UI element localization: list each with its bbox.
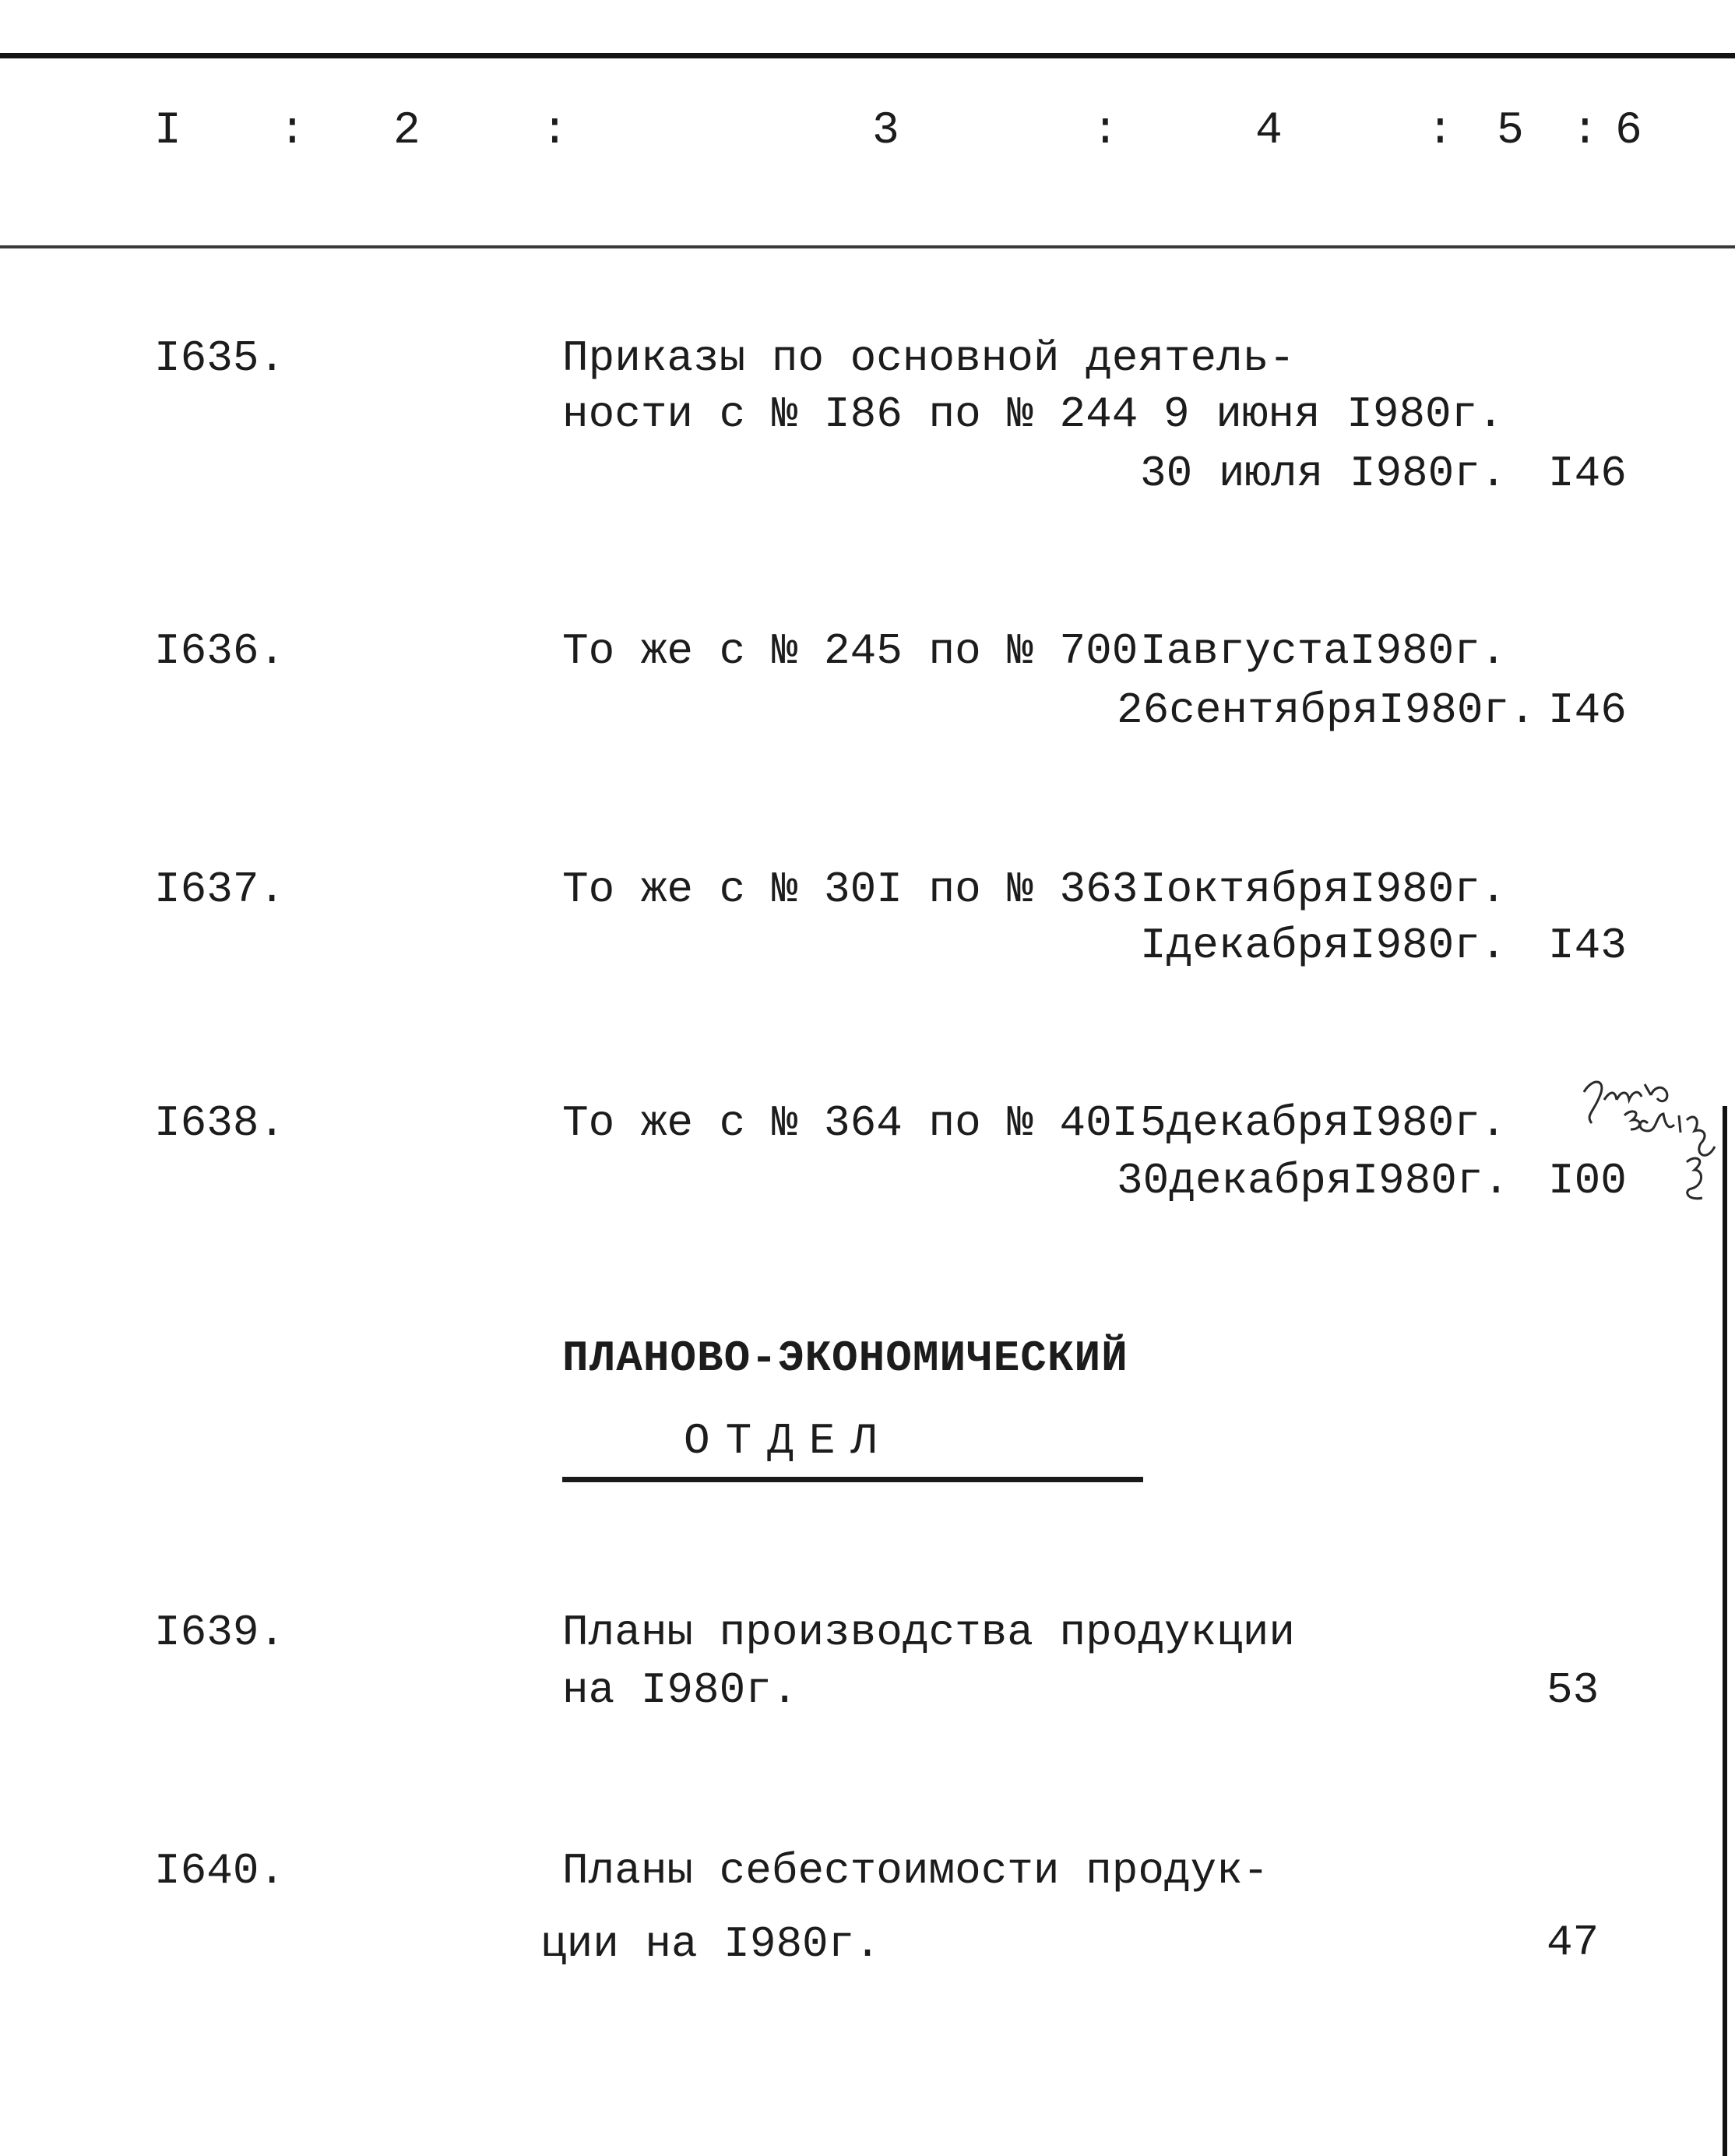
entry-title-line: Планы производства продукции (562, 1608, 1295, 1658)
entry-number: I640. (154, 1846, 286, 1896)
column-separator: : (279, 106, 306, 157)
section-subtitle: ОТДЕЛ (684, 1416, 893, 1466)
entry-number: I638. (154, 1098, 286, 1148)
column-separator: : (1571, 106, 1599, 157)
entry-number: I635. (154, 333, 286, 383)
column-separator: : (1427, 106, 1454, 157)
entry-title-line: То же с № 30I по № 363 (562, 865, 1138, 914)
entry-page-count: 47 (1547, 1918, 1600, 1968)
entry-date-start: IоктябряI980г. (1140, 865, 1507, 914)
entry-date-end: 30 июля I980г. (1140, 449, 1507, 498)
entry-title-line: ности с № I86 по № 244 (562, 389, 1138, 439)
entry-number: I637. (154, 865, 286, 914)
entry-date-start: 9 июня I980г. (1163, 389, 1504, 439)
column-header-6: 6 (1615, 106, 1642, 157)
entry-title-line: на I980г. (562, 1665, 798, 1715)
column-header-4: 4 (1255, 106, 1283, 157)
entry-date-start: 5декабряI980г. (1140, 1098, 1507, 1148)
entry-page-count: 53 (1547, 1665, 1600, 1715)
column-separator: : (541, 106, 568, 157)
entry-title-line: Планы себестоимости продук- (562, 1846, 1269, 1896)
section-underline (562, 1477, 1143, 1482)
column-separator: : (1092, 106, 1119, 157)
column-header-3: 3 (872, 106, 899, 157)
column-header-5: 5 (1497, 106, 1524, 157)
entry-title-line: То же с № 245 по № 700 (562, 626, 1138, 676)
entry-title-line: То же с № 364 по № 40I (562, 1098, 1138, 1148)
entry-page-count: I46 (1548, 685, 1627, 735)
header-rule (0, 245, 1735, 248)
entry-title-line: Приказы по основной деятель- (562, 333, 1295, 383)
entry-date-end: IдекабряI980г. (1140, 921, 1507, 971)
entry-date-end: 30декабряI980г. (1117, 1156, 1510, 1206)
entry-number: I636. (154, 626, 286, 676)
entry-page-count: I43 (1548, 921, 1627, 971)
entry-date-start: IавгустаI980г. (1140, 626, 1507, 676)
top-rule (0, 53, 1735, 58)
entry-number: I639. (154, 1608, 286, 1658)
column-header-1: I (154, 106, 181, 157)
entry-page-count: I00 (1548, 1156, 1627, 1206)
right-edge-border (1723, 1106, 1727, 2156)
column-header-2: 2 (393, 106, 421, 157)
entry-title-line: ции на I980г. (540, 1919, 881, 1969)
entry-page-count: I46 (1548, 449, 1627, 498)
section-title: ПЛАНОВО-ЭКОНОМИЧЕСКИЙ (562, 1333, 1128, 1383)
handwritten-note-icon (1570, 1069, 1730, 1217)
entry-date-end: 26сентябряI980г. (1117, 685, 1536, 735)
